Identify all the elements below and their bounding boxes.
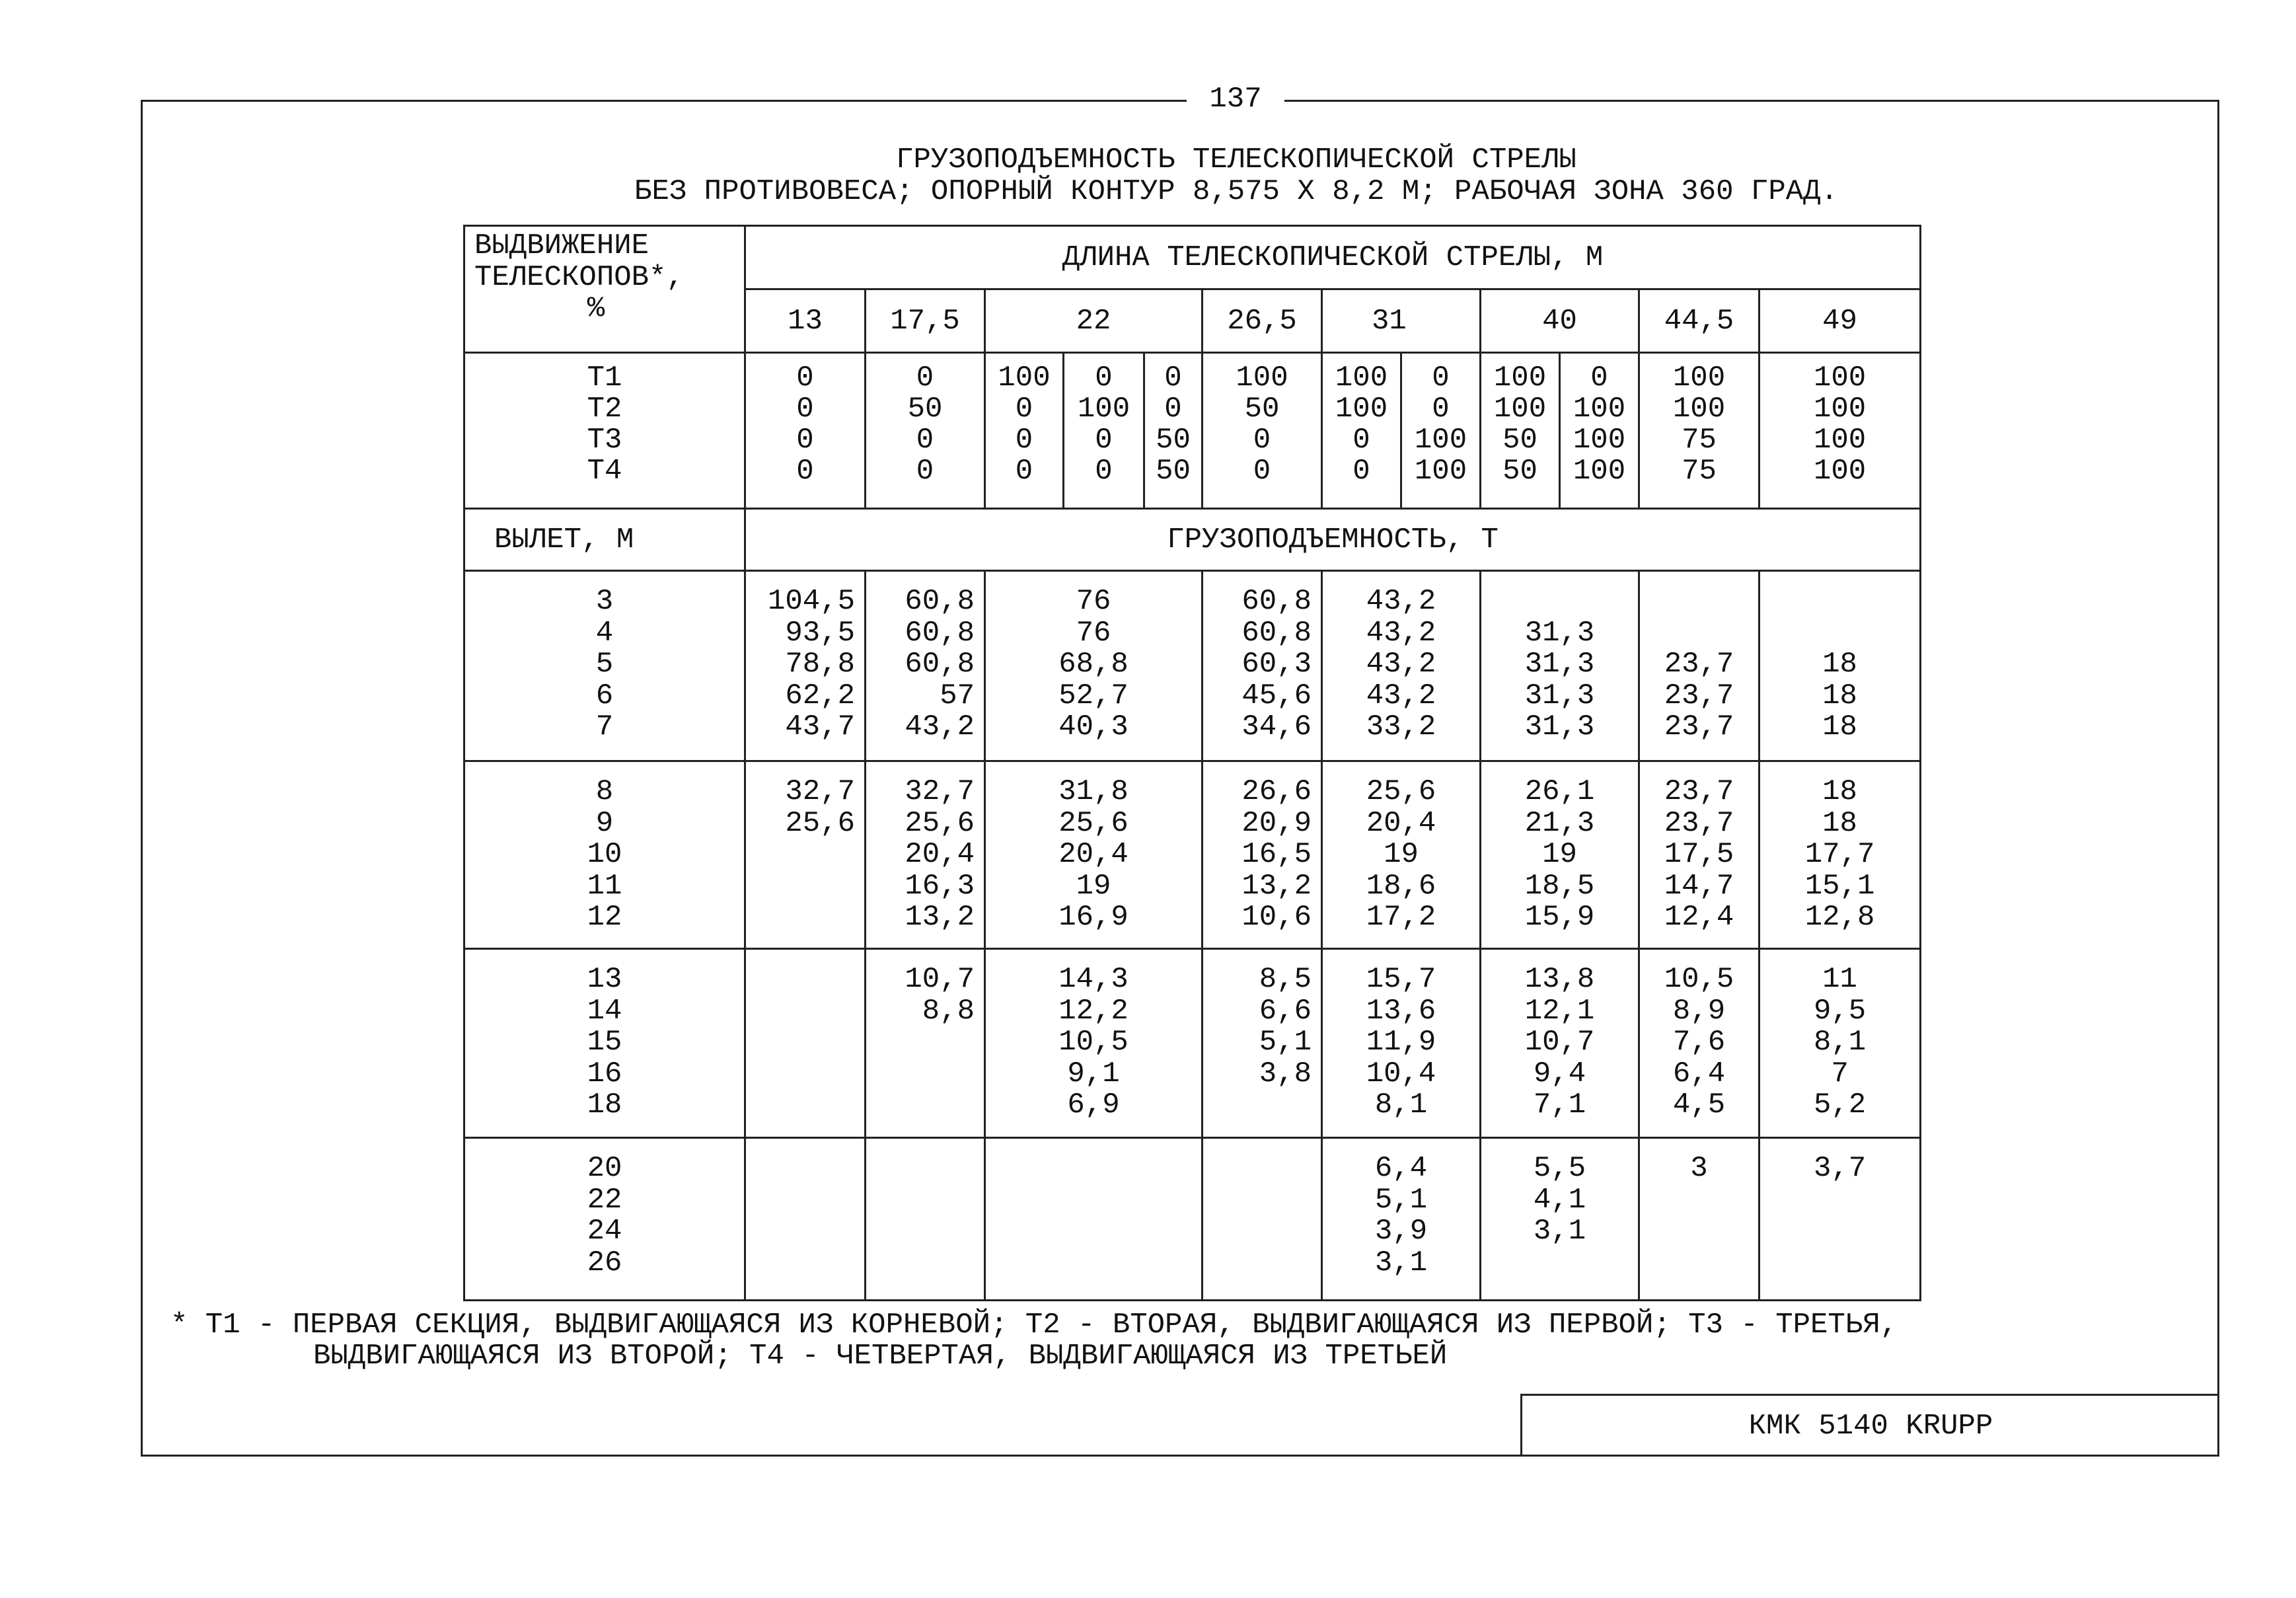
extension-value: 100 bbox=[1813, 361, 1867, 395]
section-labels bbox=[464, 353, 745, 509]
capacity-value: 9,5 bbox=[1813, 994, 1867, 1028]
extension-column bbox=[1481, 353, 1560, 509]
capacity-column bbox=[1322, 1138, 1481, 1301]
capacity-value: 60,3 bbox=[1241, 648, 1312, 681]
capacity-value: 4,1 bbox=[1533, 1183, 1586, 1217]
capacity-value: 26,6 bbox=[1241, 775, 1312, 808]
extension-value: 0 bbox=[916, 455, 934, 488]
capacity-value bbox=[986, 1248, 1201, 1279]
capacity-value bbox=[1640, 1216, 1758, 1248]
capacity-value bbox=[746, 839, 855, 871]
capacity-value: 6,9 bbox=[1067, 1088, 1120, 1122]
capacity-value: 6,4 bbox=[1672, 1057, 1726, 1090]
capacity-value: 25,6 bbox=[785, 806, 855, 840]
boom-length-cell: 13 bbox=[745, 289, 866, 353]
capacity-column bbox=[1481, 571, 1639, 761]
radius-column bbox=[464, 761, 745, 949]
extension-value: 100 bbox=[1813, 393, 1867, 426]
capacity-column bbox=[745, 761, 866, 949]
extension-value: 0 bbox=[916, 361, 934, 395]
extension-value: 0 bbox=[1015, 455, 1033, 488]
capacity-value: 43,7 bbox=[785, 710, 855, 743]
capacity-value: 26,1 bbox=[1524, 775, 1595, 808]
capacity-value: 18,5 bbox=[1524, 869, 1595, 903]
capacity-value: 20,4 bbox=[1058, 838, 1129, 871]
capacity-value: 11,9 bbox=[1366, 1026, 1436, 1059]
capacity-column bbox=[1203, 949, 1322, 1138]
capacity-column bbox=[1203, 1138, 1322, 1301]
radius-value: 5 bbox=[595, 648, 614, 681]
capacity-value: 31,8 bbox=[1058, 775, 1129, 808]
section-label: Т1 bbox=[587, 361, 622, 395]
capacity-value: 23,7 bbox=[1664, 806, 1734, 840]
capacity-value: 17,7 bbox=[1804, 838, 1875, 871]
capacity-value: 11 bbox=[1822, 963, 1857, 996]
capacity-value: 43,2 bbox=[1366, 679, 1436, 712]
boom-length-cell: 44,5 bbox=[1639, 289, 1759, 353]
capacity-value: 10,4 bbox=[1366, 1057, 1436, 1090]
capacity-value bbox=[1203, 1185, 1312, 1217]
capacity-value: 13,8 bbox=[1524, 963, 1595, 996]
radius-column bbox=[464, 571, 745, 761]
capacity-value: 5,1 bbox=[1374, 1183, 1428, 1217]
radius-value: 26 bbox=[587, 1246, 622, 1279]
extension-value: 0 bbox=[1253, 424, 1271, 457]
capacity-value: 25,6 bbox=[905, 806, 975, 840]
capacity-value: 5,5 bbox=[1533, 1152, 1586, 1185]
capacity-value: 23,7 bbox=[1664, 775, 1734, 808]
capacity-value: 8,8 bbox=[922, 994, 975, 1028]
extension-value: 0 bbox=[796, 361, 814, 395]
radius-value: 16 bbox=[587, 1057, 622, 1090]
capacity-value bbox=[986, 1185, 1201, 1217]
capacity-value: 23,7 bbox=[1664, 679, 1734, 712]
capacity-value: 13,6 bbox=[1366, 994, 1436, 1028]
capacity-column bbox=[1759, 761, 1921, 949]
capacity-value: 43,2 bbox=[1366, 616, 1436, 650]
extension-value: 50 bbox=[1156, 424, 1191, 457]
radius-value: 12 bbox=[587, 901, 622, 934]
extension-column bbox=[1759, 353, 1921, 509]
radius-value: 13 bbox=[587, 963, 622, 996]
radius-column bbox=[464, 1138, 745, 1301]
capacity-value: 78,8 bbox=[785, 648, 855, 681]
capacity-value bbox=[1481, 586, 1638, 618]
radius-value: 8 bbox=[595, 775, 614, 808]
capacity-value: 16,9 bbox=[1058, 901, 1129, 934]
load-capacity-table bbox=[463, 225, 1921, 1301]
radius-value: 15 bbox=[587, 1026, 622, 1059]
capacity-column bbox=[985, 1138, 1203, 1301]
extension-value: 50 bbox=[1156, 455, 1191, 488]
capacity-value: 33,2 bbox=[1366, 710, 1436, 743]
extension-value: 0 bbox=[1164, 361, 1182, 395]
capacity-value: 8,1 bbox=[1374, 1088, 1428, 1122]
footnote-line-2: ВЫДВИГАЮЩАЯСЯ ИЗ ВТОРОЙ; Т4 - ЧЕТВЕРТАЯ, ВЫДВИГАЮЩАЯСЯ ИЗ ТРЕТЬЕЙ bbox=[313, 1340, 1448, 1373]
capacity-value: 31,3 bbox=[1524, 679, 1595, 712]
extension-value: 100 bbox=[1077, 393, 1130, 426]
capacity-value bbox=[1640, 1185, 1758, 1217]
capacity-value bbox=[986, 1216, 1201, 1248]
extension-value: 100 bbox=[1813, 455, 1867, 488]
capacity-value bbox=[1203, 1216, 1312, 1248]
capacity-column bbox=[1203, 571, 1322, 761]
capacity-value bbox=[1203, 1248, 1312, 1279]
capacity-value: 68,8 bbox=[1058, 648, 1129, 681]
capacity-value: 43,2 bbox=[1366, 648, 1436, 681]
extension-value: 100 bbox=[1573, 424, 1626, 457]
capacity-value: 8,1 bbox=[1813, 1026, 1867, 1059]
capacity-column bbox=[1322, 571, 1481, 761]
capacity-value bbox=[1203, 1090, 1312, 1122]
section-label: Т2 bbox=[587, 393, 622, 426]
extension-column bbox=[866, 353, 985, 509]
radius-column bbox=[464, 949, 745, 1138]
extension-value: 100 bbox=[1573, 393, 1626, 426]
capacity-value: 31,3 bbox=[1524, 648, 1595, 681]
capacity-header: ГРУЗОПОДЪЕМНОСТЬ, Т bbox=[745, 509, 1921, 571]
capacity-value: 32,7 bbox=[785, 775, 855, 808]
capacity-value: 15,1 bbox=[1804, 869, 1875, 903]
capacity-value: 9,4 bbox=[1533, 1057, 1586, 1090]
capacity-value: 19 bbox=[1384, 838, 1419, 871]
capacity-value bbox=[1481, 1248, 1638, 1279]
extension-header bbox=[464, 226, 745, 353]
capacity-value bbox=[746, 996, 855, 1028]
capacity-value: 15,9 bbox=[1524, 901, 1595, 934]
extension-value: 100 bbox=[1493, 361, 1547, 395]
radius-value: 11 bbox=[587, 869, 622, 903]
extension-value: 0 bbox=[1432, 393, 1450, 426]
capacity-value: 18 bbox=[1822, 710, 1857, 743]
extension-value: 0 bbox=[1095, 361, 1113, 395]
extension-header-line: % bbox=[587, 292, 605, 325]
extension-value: 100 bbox=[1236, 361, 1288, 395]
title-line-2: БЕЗ ПРОТИВОВЕСА; ОПОРНЫЙ КОНТУР 8,575 Х 8,2 М; РАБОЧАЯ ЗОНА 360 ГРАД. bbox=[634, 175, 1838, 208]
capacity-value: 14,3 bbox=[1058, 963, 1129, 996]
capacity-value bbox=[1760, 618, 1919, 650]
extension-value: 0 bbox=[1015, 424, 1033, 457]
capacity-value: 18,6 bbox=[1366, 869, 1436, 903]
capacity-column bbox=[1639, 1138, 1759, 1301]
capacity-value: 17,2 bbox=[1366, 901, 1436, 934]
boom-length-header: ДЛИНА ТЕЛЕСКОПИЧЕСКОЙ СТРЕЛЫ, М bbox=[745, 226, 1921, 289]
capacity-value: 10,7 bbox=[1524, 1026, 1595, 1059]
capacity-value: 45,6 bbox=[1241, 679, 1312, 712]
title-line-1: ГРУЗОПОДЪЕМНОСТЬ ТЕЛЕСКОПИЧЕСКОЙ СТРЕЛЫ bbox=[896, 143, 1576, 176]
extension-column bbox=[985, 353, 1064, 509]
capacity-value bbox=[866, 1216, 975, 1248]
extension-column bbox=[1203, 353, 1322, 509]
capacity-value: 12,8 bbox=[1804, 901, 1875, 934]
extension-value: 100 bbox=[1414, 455, 1467, 488]
capacity-value: 5,1 bbox=[1259, 1026, 1312, 1059]
capacity-value bbox=[1640, 1248, 1758, 1279]
capacity-column bbox=[1481, 949, 1639, 1138]
capacity-value: 14,7 bbox=[1664, 869, 1734, 903]
capacity-value: 10,6 bbox=[1241, 901, 1312, 934]
extension-value: 50 bbox=[1502, 455, 1537, 488]
capacity-value: 12,2 bbox=[1058, 994, 1129, 1028]
extension-value: 75 bbox=[1682, 424, 1717, 457]
capacity-value: 104,5 bbox=[767, 585, 855, 618]
capacity-value: 7,1 bbox=[1533, 1088, 1586, 1122]
capacity-value bbox=[1640, 618, 1758, 650]
extension-value: 0 bbox=[1015, 393, 1033, 426]
footnote-line-1: * Т1 - ПЕРВАЯ СЕКЦИЯ, ВЫДВИГАЮЩАЯСЯ ИЗ КОРНЕВОЙ; Т2 - ВТОРАЯ, ВЫДВИГАЮЩАЯСЯ ИЗ ПЕРВОЙ; Т3 - ТРЕТЬЯ, bbox=[170, 1309, 1898, 1342]
capacity-value: 18 bbox=[1822, 775, 1857, 808]
boom-length-cell: 40 bbox=[1481, 289, 1639, 353]
radius-value: 10 bbox=[587, 838, 622, 871]
radius-value: 24 bbox=[587, 1215, 622, 1248]
capacity-value: 19 bbox=[1542, 838, 1577, 871]
radius-value: 14 bbox=[587, 994, 622, 1028]
extension-value: 50 bbox=[1502, 424, 1537, 457]
capacity-value: 10,5 bbox=[1664, 963, 1734, 996]
capacity-value: 18 bbox=[1822, 806, 1857, 840]
radius-value: 6 bbox=[595, 679, 614, 712]
boom-length-cell: 17,5 bbox=[866, 289, 985, 353]
capacity-value: 3,1 bbox=[1374, 1246, 1428, 1279]
capacity-column bbox=[1322, 949, 1481, 1138]
capacity-value: 6,4 bbox=[1374, 1152, 1428, 1185]
extension-value: 0 bbox=[1432, 361, 1450, 395]
capacity-value: 40,3 bbox=[1058, 710, 1129, 743]
extension-value: 0 bbox=[1095, 455, 1113, 488]
capacity-column bbox=[745, 949, 866, 1138]
capacity-column bbox=[985, 571, 1203, 761]
capacity-value: 9,1 bbox=[1067, 1057, 1120, 1090]
capacity-value: 18 bbox=[1822, 648, 1857, 681]
capacity-value bbox=[746, 1059, 855, 1090]
capacity-value: 15,7 bbox=[1366, 963, 1436, 996]
radius-value: 7 bbox=[595, 710, 614, 743]
capacity-value: 13,2 bbox=[1241, 869, 1312, 903]
capacity-column bbox=[866, 949, 985, 1138]
capacity-value: 43,2 bbox=[905, 710, 975, 743]
capacity-value bbox=[986, 1153, 1201, 1185]
capacity-value bbox=[746, 871, 855, 903]
capacity-column bbox=[745, 1138, 866, 1301]
page-number: 137 bbox=[1057, 81, 1414, 118]
capacity-value: 7,6 bbox=[1672, 1026, 1726, 1059]
extension-column bbox=[1064, 353, 1144, 509]
capacity-value: 3,7 bbox=[1813, 1152, 1867, 1185]
capacity-value: 60,8 bbox=[905, 616, 975, 650]
capacity-value: 16,3 bbox=[905, 869, 975, 903]
capacity-value bbox=[866, 1027, 975, 1059]
capacity-value: 32,7 bbox=[905, 775, 975, 808]
capacity-value bbox=[1760, 1185, 1919, 1217]
extension-value: 100 bbox=[1813, 424, 1867, 457]
capacity-value bbox=[866, 1090, 975, 1122]
capacity-value: 62,2 bbox=[785, 679, 855, 712]
extension-header-line: ТЕЛЕСКОПОВ*, bbox=[474, 260, 684, 294]
extension-value: 0 bbox=[1095, 424, 1113, 457]
capacity-value: 25,6 bbox=[1366, 775, 1436, 808]
capacity-value: 31,3 bbox=[1524, 710, 1595, 743]
capacity-column bbox=[745, 571, 866, 761]
capacity-value: 23,7 bbox=[1664, 648, 1734, 681]
capacity-value bbox=[866, 1248, 975, 1279]
extension-column bbox=[1560, 353, 1639, 509]
capacity-column bbox=[1481, 1138, 1639, 1301]
capacity-value bbox=[1203, 1153, 1312, 1185]
capacity-value: 8,9 bbox=[1672, 994, 1726, 1028]
extension-value: 100 bbox=[1672, 361, 1726, 395]
extension-column bbox=[1401, 353, 1481, 509]
extension-value: 0 bbox=[796, 393, 814, 426]
capacity-value: 7 bbox=[1831, 1057, 1849, 1090]
capacity-value bbox=[746, 1153, 855, 1185]
capacity-value: 12,1 bbox=[1524, 994, 1595, 1028]
capacity-value bbox=[1760, 1216, 1919, 1248]
radius-value: 18 bbox=[587, 1088, 622, 1122]
capacity-value: 4,5 bbox=[1672, 1088, 1726, 1122]
capacity-value: 19 bbox=[1076, 869, 1111, 903]
footnote bbox=[170, 1310, 2205, 1372]
capacity-column bbox=[1203, 761, 1322, 949]
capacity-value bbox=[746, 964, 855, 996]
section-label: Т3 bbox=[587, 424, 622, 457]
extension-value: 100 bbox=[1335, 393, 1388, 426]
capacity-value: 93,5 bbox=[785, 616, 855, 650]
extension-column bbox=[1639, 353, 1759, 509]
boom-length-cell: 31 bbox=[1322, 289, 1481, 353]
extension-value: 0 bbox=[796, 424, 814, 457]
capacity-value: 31,3 bbox=[1524, 616, 1595, 650]
capacity-value: 20,9 bbox=[1241, 806, 1312, 840]
capacity-value bbox=[746, 1090, 855, 1122]
extension-value: 100 bbox=[998, 361, 1051, 395]
capacity-column bbox=[1759, 571, 1921, 761]
extension-value: 0 bbox=[1253, 455, 1271, 488]
page-title bbox=[141, 144, 2219, 208]
capacity-value: 21,3 bbox=[1524, 806, 1595, 840]
radius-header: ВЫЛЕТ, М bbox=[464, 509, 745, 571]
extension-value: 0 bbox=[796, 455, 814, 488]
extension-value: 100 bbox=[1414, 424, 1467, 457]
capacity-value: 13,2 bbox=[905, 901, 975, 934]
extension-value: 100 bbox=[1672, 393, 1726, 426]
capacity-value: 5,2 bbox=[1813, 1088, 1867, 1122]
capacity-value: 12,4 bbox=[1664, 901, 1734, 934]
capacity-value bbox=[746, 1216, 855, 1248]
extension-value: 50 bbox=[907, 393, 943, 426]
capacity-value: 20,4 bbox=[1366, 806, 1436, 840]
capacity-column bbox=[866, 761, 985, 949]
capacity-value: 60,8 bbox=[905, 648, 975, 681]
extension-value: 75 bbox=[1682, 455, 1717, 488]
capacity-value: 10,7 bbox=[905, 963, 975, 996]
capacity-value: 43,2 bbox=[1366, 585, 1436, 618]
capacity-value: 23,7 bbox=[1664, 710, 1734, 743]
capacity-value: 20,4 bbox=[905, 838, 975, 871]
extension-header-line: ВЫДВИЖЕНИЕ bbox=[474, 229, 649, 262]
capacity-column bbox=[1322, 761, 1481, 949]
radius-value: 22 bbox=[587, 1183, 622, 1217]
capacity-value: 6,6 bbox=[1259, 994, 1312, 1028]
capacity-column bbox=[1759, 1138, 1921, 1301]
extension-column bbox=[745, 353, 866, 509]
capacity-value: 3,8 bbox=[1259, 1057, 1312, 1090]
extension-value: 0 bbox=[1164, 393, 1182, 426]
capacity-value: 57 bbox=[940, 679, 975, 712]
radius-value: 3 bbox=[595, 585, 614, 618]
capacity-value: 8,5 bbox=[1259, 963, 1312, 996]
extension-value: 0 bbox=[1352, 424, 1370, 457]
capacity-value: 18 bbox=[1822, 679, 1857, 712]
extension-value: 100 bbox=[1573, 455, 1626, 488]
capacity-value bbox=[1760, 586, 1919, 618]
extension-value: 0 bbox=[1352, 455, 1370, 488]
capacity-value: 60,8 bbox=[1241, 585, 1312, 618]
extension-value: 0 bbox=[1590, 361, 1608, 395]
capacity-value: 3,1 bbox=[1533, 1215, 1586, 1248]
boom-length-cell: 22 bbox=[985, 289, 1203, 353]
capacity-value: 60,8 bbox=[905, 585, 975, 618]
capacity-column bbox=[1639, 949, 1759, 1138]
capacity-column bbox=[1759, 949, 1921, 1138]
capacity-column bbox=[866, 1138, 985, 1301]
capacity-column bbox=[1639, 571, 1759, 761]
extension-column bbox=[1144, 353, 1203, 509]
capacity-column bbox=[985, 761, 1203, 949]
capacity-value: 76 bbox=[1076, 616, 1111, 650]
extension-column bbox=[1322, 353, 1401, 509]
capacity-value: 3,9 bbox=[1374, 1215, 1428, 1248]
capacity-column bbox=[866, 571, 985, 761]
capacity-value bbox=[866, 1153, 975, 1185]
extension-value: 100 bbox=[1335, 361, 1388, 395]
boom-length-cell: 49 bbox=[1759, 289, 1921, 353]
capacity-value bbox=[746, 902, 855, 934]
extension-value: 0 bbox=[916, 424, 934, 457]
document-stamp: КМК 5140 KRUPP bbox=[1520, 1394, 2219, 1457]
capacity-value: 17,5 bbox=[1664, 838, 1734, 871]
capacity-value: 10,5 bbox=[1058, 1026, 1129, 1059]
capacity-value: 34,6 bbox=[1241, 710, 1312, 743]
extension-value: 50 bbox=[1244, 393, 1280, 426]
capacity-value: 16,5 bbox=[1241, 838, 1312, 871]
capacity-column bbox=[985, 949, 1203, 1138]
capacity-value bbox=[746, 1027, 855, 1059]
capacity-value: 60,8 bbox=[1241, 616, 1312, 650]
capacity-value: 25,6 bbox=[1058, 806, 1129, 840]
capacity-value bbox=[866, 1185, 975, 1217]
radius-value: 20 bbox=[587, 1152, 622, 1185]
radius-value: 4 bbox=[595, 616, 614, 650]
extension-value: 100 bbox=[1493, 393, 1547, 426]
capacity-value: 52,7 bbox=[1058, 679, 1129, 712]
capacity-value bbox=[866, 1059, 975, 1090]
capacity-value: 76 bbox=[1076, 585, 1111, 618]
capacity-value bbox=[746, 1248, 855, 1279]
capacity-value bbox=[1760, 1248, 1919, 1279]
capacity-column bbox=[1639, 761, 1759, 949]
capacity-value bbox=[746, 1185, 855, 1217]
capacity-value: 3 bbox=[1690, 1152, 1708, 1185]
boom-length-cell: 26,5 bbox=[1203, 289, 1322, 353]
capacity-value bbox=[1640, 586, 1758, 618]
radius-value: 9 bbox=[595, 806, 614, 840]
capacity-column bbox=[1481, 761, 1639, 949]
section-label: Т4 bbox=[587, 455, 622, 488]
